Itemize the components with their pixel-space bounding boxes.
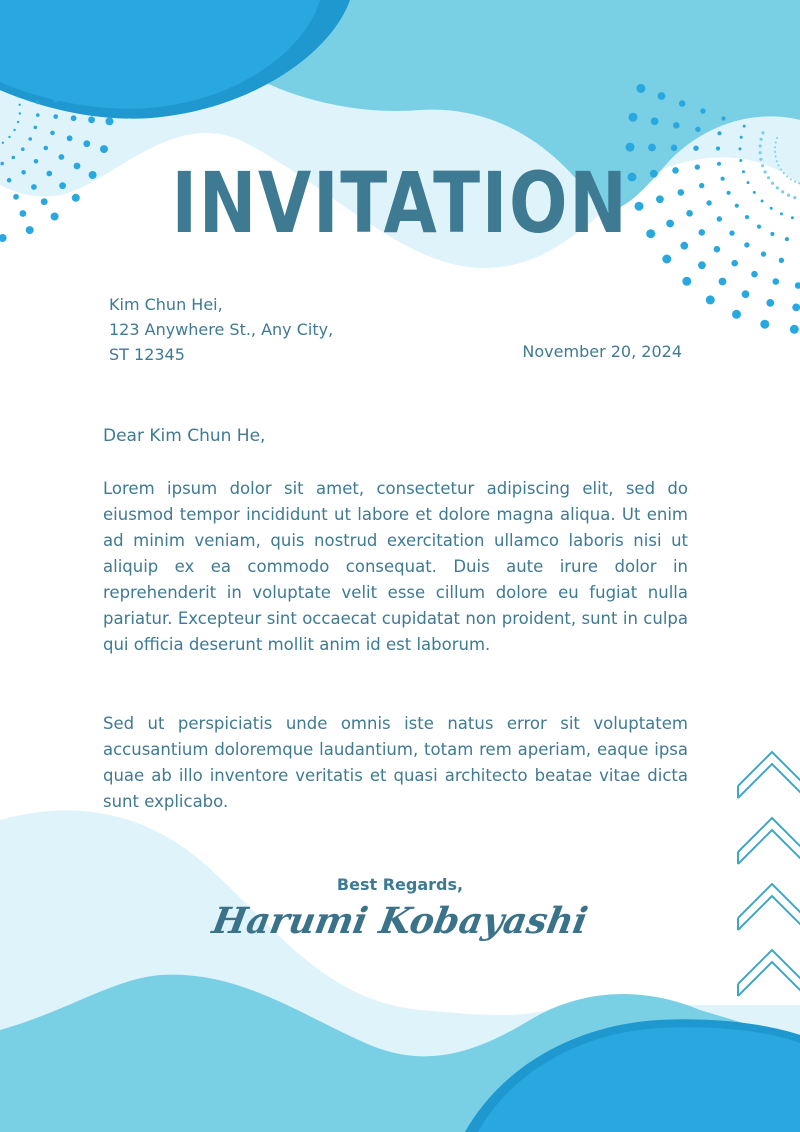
decorative-dot (673, 122, 680, 129)
decorative-dot (716, 146, 720, 150)
decorative-dot (34, 159, 39, 164)
sender-name: Kim Chun Hei, (109, 295, 223, 314)
decorative-dot (658, 92, 666, 100)
body-paragraph-2: Sed ut perspiciatis unde omnis iste natus error sit voluptatem accusantium doloremque laudantium, totam rem aperiam, eaque ipsa quae ab illo inventore veritatis et quasi architecto beatae vitae dicta sunt explicabo. (103, 714, 688, 811)
decorative-dot (71, 115, 77, 121)
decorative-dot (49, 82, 54, 87)
decorative-dot (759, 158, 762, 161)
decorative-dot (100, 145, 108, 153)
decorative-dot (88, 116, 95, 123)
signature: Harumi Kobayashi (209, 900, 591, 942)
decorative-dot (59, 154, 65, 160)
decorative-dot (13, 194, 19, 200)
decorative-dot (747, 181, 750, 184)
decorative-dot (8, 136, 10, 138)
sender-street: 123 Anywhere St., Any City, (109, 320, 334, 339)
decorative-dot (793, 196, 796, 199)
decorative-dot (50, 131, 55, 136)
decorative-dot (790, 178, 792, 180)
decorative-dot (783, 172, 785, 174)
decorative-dot (771, 182, 774, 185)
decorative-dot (21, 170, 26, 175)
decorative-dot (33, 88, 37, 92)
decorative-dot (19, 112, 21, 114)
decorative-dot (775, 156, 777, 158)
decorative-dot (760, 320, 769, 329)
decorative-dot (744, 242, 749, 247)
decorative-dot (82, 68, 89, 75)
decorative-dot (67, 135, 73, 141)
decorative-dot (776, 160, 778, 162)
decorative-dot (679, 100, 686, 107)
chevron-up-icon (738, 950, 800, 996)
decorative-dot (773, 278, 780, 285)
decorative-dot (739, 159, 742, 162)
decorative-dot (761, 131, 764, 134)
decorative-dot (792, 304, 800, 312)
decorative-dot (0, 234, 7, 242)
decorative-dot (780, 169, 782, 171)
decorative-dot (106, 117, 114, 125)
decorative-dot (17, 121, 19, 123)
decorative-dot (780, 212, 783, 215)
body-paragraph-1: Lorem ipsum dolor sit amet, consectetur adipiscing elit, sed do eiusmod tempor incididunt ut labore et dolore magna aliqua. Ut enim ad minim veniam, quis nostrud exercitation ullamco laboris nisi ut aliquip ex ea commodo consequat. Duis aute irure dolor in reprehenderit in voluptate velit esse cillum dolore eu fugiat nulla pariatur. Excepteur sint occaecat cupidatat non proident, sunt in culpa qui officia deserunt mollit anim id est laborum. (103, 479, 688, 654)
decorative-dot (785, 237, 789, 241)
decorative-dot (779, 258, 784, 263)
decorative-dot (791, 216, 794, 219)
decorative-dot (721, 116, 725, 120)
decorative-dot (36, 113, 40, 117)
decorative-dot (636, 84, 645, 93)
decorative-dot (729, 230, 734, 235)
decorative-dot (743, 125, 746, 128)
decorative-dot (36, 101, 40, 105)
closing-text: Best Regards, (336, 875, 464, 894)
decorative-dot (781, 190, 784, 193)
decorative-dot (786, 176, 788, 178)
decorative-dot (83, 140, 90, 147)
decorative-dot (693, 146, 698, 151)
decorative-dot (742, 290, 750, 298)
decorative-dot (774, 146, 776, 148)
decorative-dot (739, 147, 742, 150)
decorative-dot (776, 137, 778, 139)
decorative-dot (760, 138, 763, 141)
decorative-dot (761, 200, 764, 203)
decorative-dot (31, 184, 37, 190)
decorative-dot (794, 181, 796, 183)
salutation: Dear Kim Chun He, (103, 426, 266, 446)
decorative-dot (19, 104, 21, 106)
decorative-dot (731, 260, 738, 267)
decorative-dot (700, 108, 705, 113)
decorative-dot (719, 278, 727, 286)
decorative-dot (706, 295, 715, 304)
decorative-dot (662, 255, 671, 264)
decorative-dot (12, 156, 16, 160)
decorative-dot (26, 226, 34, 234)
decorative-dot (732, 310, 741, 319)
decorative-dot (13, 129, 15, 131)
decorative-dot (770, 232, 774, 236)
decorative-dot (775, 142, 777, 144)
decorative-dot (53, 98, 58, 103)
decorative-dot (65, 75, 71, 81)
decorative-dot (51, 213, 59, 221)
decorative-dot (757, 225, 761, 229)
decorative-dot (70, 95, 76, 101)
decorative-dot (20, 210, 27, 217)
decorative-dot (682, 277, 691, 286)
decorative-dot (742, 170, 745, 173)
decorative-dot (44, 146, 49, 151)
decorative-dot (745, 215, 749, 219)
chevron-up-icon (738, 818, 800, 864)
decorative-dot (629, 113, 638, 122)
decorative-dot (53, 114, 58, 119)
decorative-dot (790, 325, 799, 334)
decorative-dot (764, 170, 767, 173)
chevron-up-icon (738, 752, 800, 798)
decorative-dot (778, 164, 780, 166)
decorative-dot (21, 147, 25, 151)
decorative-dot (766, 299, 774, 307)
decorative-dot (88, 92, 95, 99)
decorative-dot (2, 142, 4, 144)
decorative-dot (28, 137, 32, 141)
decorative-dot (751, 271, 758, 278)
decorative-dot (698, 261, 706, 269)
letter-date: November 20, 2024 (522, 342, 682, 361)
decorative-dot (98, 62, 106, 70)
decorative-dot (767, 176, 770, 179)
decorative-dot (626, 143, 635, 152)
decorative-dot (59, 182, 66, 189)
decorative-dot (41, 198, 48, 205)
decorative-dot (761, 251, 766, 256)
decorative-dot (753, 191, 756, 194)
decorative-dot (651, 117, 659, 125)
decorative-dot (695, 127, 700, 132)
decorative-dot (761, 164, 764, 167)
decorative-dot (774, 151, 776, 153)
decorative-dot (46, 171, 52, 177)
sender-address (109, 292, 333, 367)
decorative-dot (648, 144, 656, 152)
decorative-dot (735, 204, 739, 208)
decorative-dot (16, 95, 18, 97)
page-title: INVITATION (171, 154, 629, 252)
decorative-dot (740, 136, 743, 139)
decorative-dot (770, 207, 773, 210)
decorative-dot (7, 178, 12, 183)
decorative-dot (795, 282, 800, 289)
sender-region: ST 12345 (109, 345, 185, 364)
decorative-dot (717, 131, 721, 135)
decorative-dot (34, 126, 38, 130)
decorative-dot (0, 162, 4, 166)
decorative-dot (105, 89, 113, 97)
decorative-dot (759, 144, 762, 147)
decorative-dot (787, 194, 790, 197)
decorative-dot (671, 145, 678, 152)
decorative-dot (776, 186, 779, 189)
decorative-dot (759, 151, 762, 154)
